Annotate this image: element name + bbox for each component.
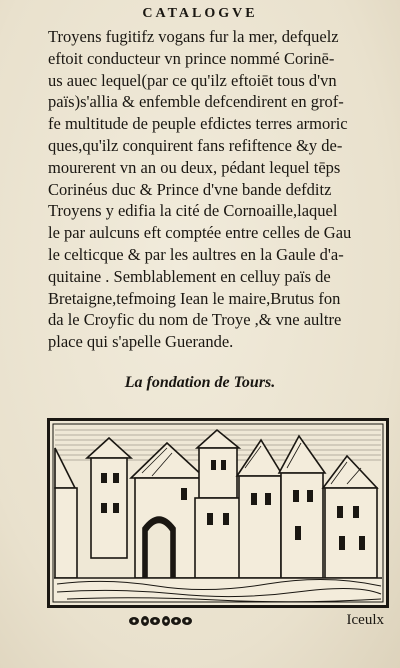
text-line: mourerent vn an ou deux, pédant lequel tēps	[48, 157, 341, 177]
text-line: Troyens y edifia la cité de Cornoaille,laquel	[48, 201, 338, 221]
text-line: ques,qu'ilz conquirent fans refiftence &y de-	[48, 135, 343, 155]
running-head: CATALOGVE	[142, 6, 258, 21]
text-line: Troyens fugitifz vogans fur la mer, defquelz	[48, 27, 339, 46]
text-line: place qui s'apelle Guerande.	[48, 332, 234, 352]
text-line: fe multitude de peuple efdictes terres armoric	[48, 114, 348, 134]
text-line: païs)s'allia & enfemble defcendirent en grof-	[48, 92, 344, 112]
text-line: quitaine . Semblablement en celluy païs de	[48, 266, 331, 286]
catchword: Iceulx	[346, 612, 384, 628]
body-text	[48, 26, 388, 353]
text-line: le par aulcuns eft comptée entre celles de Gau	[48, 223, 352, 243]
text-line: le celticque & par les aultres en la Gaule d'a-	[48, 244, 344, 264]
woodcut-illustration	[47, 418, 389, 608]
text-line: Bretaigne,tefmoing Iean le maire,Brutus fon	[48, 288, 341, 308]
text-line: eftoit conducteur vn prince nommé Corinē-	[48, 48, 335, 68]
section-title: La fondation de Tours.	[124, 374, 276, 391]
text-line: us auec lequel(par ce qu'ilz eftoiēt tous d'vn	[48, 70, 337, 90]
printer-ornament	[128, 614, 194, 628]
text-line: Corinéus duc & Prince d'vne bande defditz	[48, 179, 332, 199]
text-line: da le Croyfic du nom de Troye ,& vne aultre	[48, 310, 342, 330]
